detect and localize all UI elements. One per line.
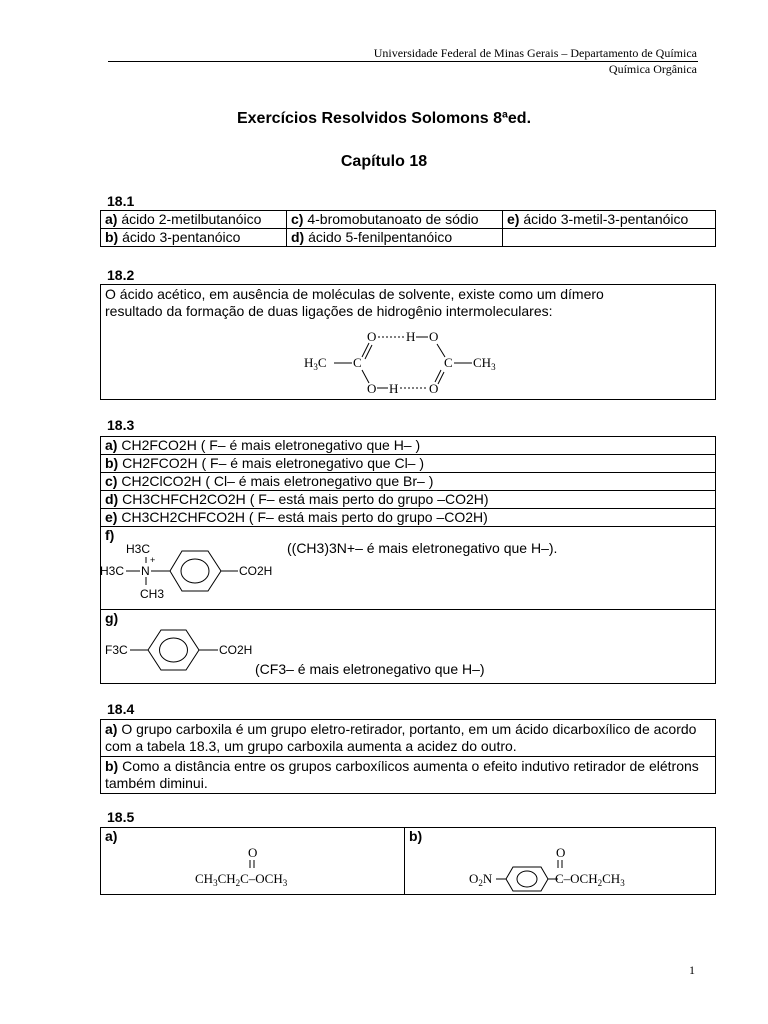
item-b-key: b)	[409, 828, 423, 844]
row-18-3-g	[101, 610, 716, 684]
header-institution: Universidade Federal de Minas Gerais – Departamento de Química	[373, 46, 697, 60]
page-number: 1	[689, 963, 695, 977]
f3c-group: F3C	[105, 643, 128, 657]
row-b-formula: CH2FCO2H	[122, 455, 198, 471]
ester-group: $C-OCH_2CH_3$	[555, 871, 625, 888]
row-d-key: d)	[105, 491, 119, 507]
table-18-5	[100, 827, 716, 895]
row-18-3-d	[101, 491, 716, 509]
row-g-key: g)	[105, 610, 119, 626]
item-b-text: Como a distância entre os grupos carboxílicos aumenta o efeito indutivo retirador de elétrons também diminui.	[105, 758, 699, 791]
ch3-bottom: CH3	[140, 587, 165, 601]
item-c-key: c)	[291, 211, 304, 227]
item-c-text: 4-bromobutanoato de sódio	[303, 211, 479, 227]
row-d-formula: CH3CHFCH2CO2H	[122, 491, 246, 507]
row-18-3-a	[101, 437, 716, 455]
trifluoromethyl-benzoic-acid-structure	[104, 620, 274, 675]
row-f-key: f)	[105, 527, 115, 543]
ester-chain: $CH_3CH_2C-OCH_3$	[195, 871, 288, 888]
carbon-left: C	[353, 355, 362, 370]
h3c-left: H3C	[100, 564, 125, 578]
hydrogen-top: H	[406, 329, 416, 344]
oxygen-top-right: O	[429, 329, 439, 344]
row-c-note: ( Cl– é mais eletronegativo que Br– )	[205, 473, 434, 489]
row-a-key: a)	[105, 437, 118, 453]
oxygen-top-left: O	[367, 329, 377, 344]
row-d-note: ( F– está mais perto do grupo –CO2H)	[249, 491, 489, 507]
cell-18-5-b	[405, 828, 716, 895]
carboxyl: CO2H	[239, 564, 273, 578]
item-d-text: ácido 5-fenilpentanóico	[304, 229, 453, 245]
row-e-note: ( F– está mais perto do grupo –CO2H)	[248, 509, 488, 525]
carboxyl: CO2H	[219, 643, 253, 657]
row-f-note: ((CH3)3N+– é mais eletronegativo que H–).	[287, 540, 558, 556]
table-18-3	[100, 436, 716, 684]
row-18-3-f	[101, 527, 716, 610]
section-18-3-label: 18.3	[107, 417, 135, 433]
row-c-formula: CH2ClCO2H	[121, 473, 202, 489]
h3c-left: $H_3C$	[304, 355, 327, 372]
nitrogen: N	[141, 564, 150, 578]
table-18-4	[100, 719, 716, 794]
item-b-key: b)	[105, 229, 119, 245]
item-a-text: ácido 2-metilbutanóico	[117, 211, 262, 227]
section-18-1-label: 18.1	[107, 193, 135, 209]
header-course: Química Orgânica	[608, 62, 697, 76]
hydrogen-bottom: H	[389, 381, 399, 396]
oxygen-bottom-left: O	[367, 381, 377, 396]
item-a-key: a)	[105, 721, 118, 737]
item-e-key: e)	[507, 211, 520, 227]
row-b-key: b)	[105, 455, 119, 471]
item-d-key: d)	[291, 229, 305, 245]
row-18-3-e	[101, 509, 716, 527]
page-title: Exercícios Resolvidos Solomons 8ªed.	[236, 110, 532, 127]
acetic-acid-dimer-structure	[296, 327, 596, 397]
chapter-title: Capítulo 18	[340, 153, 428, 170]
dimer-description: O ácido acético, em ausência de moléculas de solvente, existe como um dímero resultado da formação de duas ligações de hidrogênio intermoleculares:	[105, 286, 604, 319]
section-18-4-label: 18.4	[107, 701, 135, 717]
section-18-2-label: 18.2	[107, 267, 135, 283]
row-e-formula: CH3CH2CHFCO2H	[121, 509, 246, 525]
item-b-text: ácido 3-pentanóico	[118, 229, 241, 245]
item-a-key: a)	[105, 211, 118, 227]
row-c-key: c)	[105, 473, 118, 489]
row-e-key: e)	[105, 509, 118, 525]
row-a-note: ( F– é mais eletronegativo que H– )	[200, 437, 421, 453]
nitro-group: $O_2N$	[469, 871, 493, 888]
item-a-text: O grupo carboxila é um grupo eletro-retirador, portanto, em um ácido dicarboxílico de acordo com a tabela 18.3, um grupo carboxila aumenta a acidez do outro.	[105, 721, 697, 754]
table-18-2	[100, 284, 716, 400]
trimethylammonium-benzoic-acid-structure	[99, 541, 299, 607]
carbon-right: C	[444, 355, 453, 370]
row-g-note: (CF3– é mais eletronegativo que H–)	[255, 661, 485, 677]
row-18-3-c	[101, 473, 716, 491]
carbonyl-oxygen: O	[248, 845, 258, 860]
item-b-key: b)	[105, 758, 119, 774]
plus-sign: +	[150, 555, 156, 565]
oxygen-bottom-right: O	[429, 381, 439, 396]
h3c-top: H3C	[126, 542, 151, 556]
cell-18-5-a	[101, 828, 405, 895]
ethyl-nitrobenzoate-structure	[465, 843, 665, 893]
row-18-3-b	[101, 455, 716, 473]
table-18-1	[100, 210, 716, 247]
item-a-key: a)	[105, 828, 118, 844]
section-18-5-label: 18.5	[107, 809, 135, 825]
ch3-right: $CH_3$	[473, 355, 496, 372]
methyl-propanoate-structure	[191, 843, 341, 893]
carbonyl-oxygen: O	[556, 845, 566, 860]
item-e-text: ácido 3-metil-3-pentanóico	[519, 211, 689, 227]
row-a-formula: CH2FCO2H	[121, 437, 197, 453]
row-b-note: ( F– é mais eletronegativo que Cl– )	[201, 455, 425, 471]
